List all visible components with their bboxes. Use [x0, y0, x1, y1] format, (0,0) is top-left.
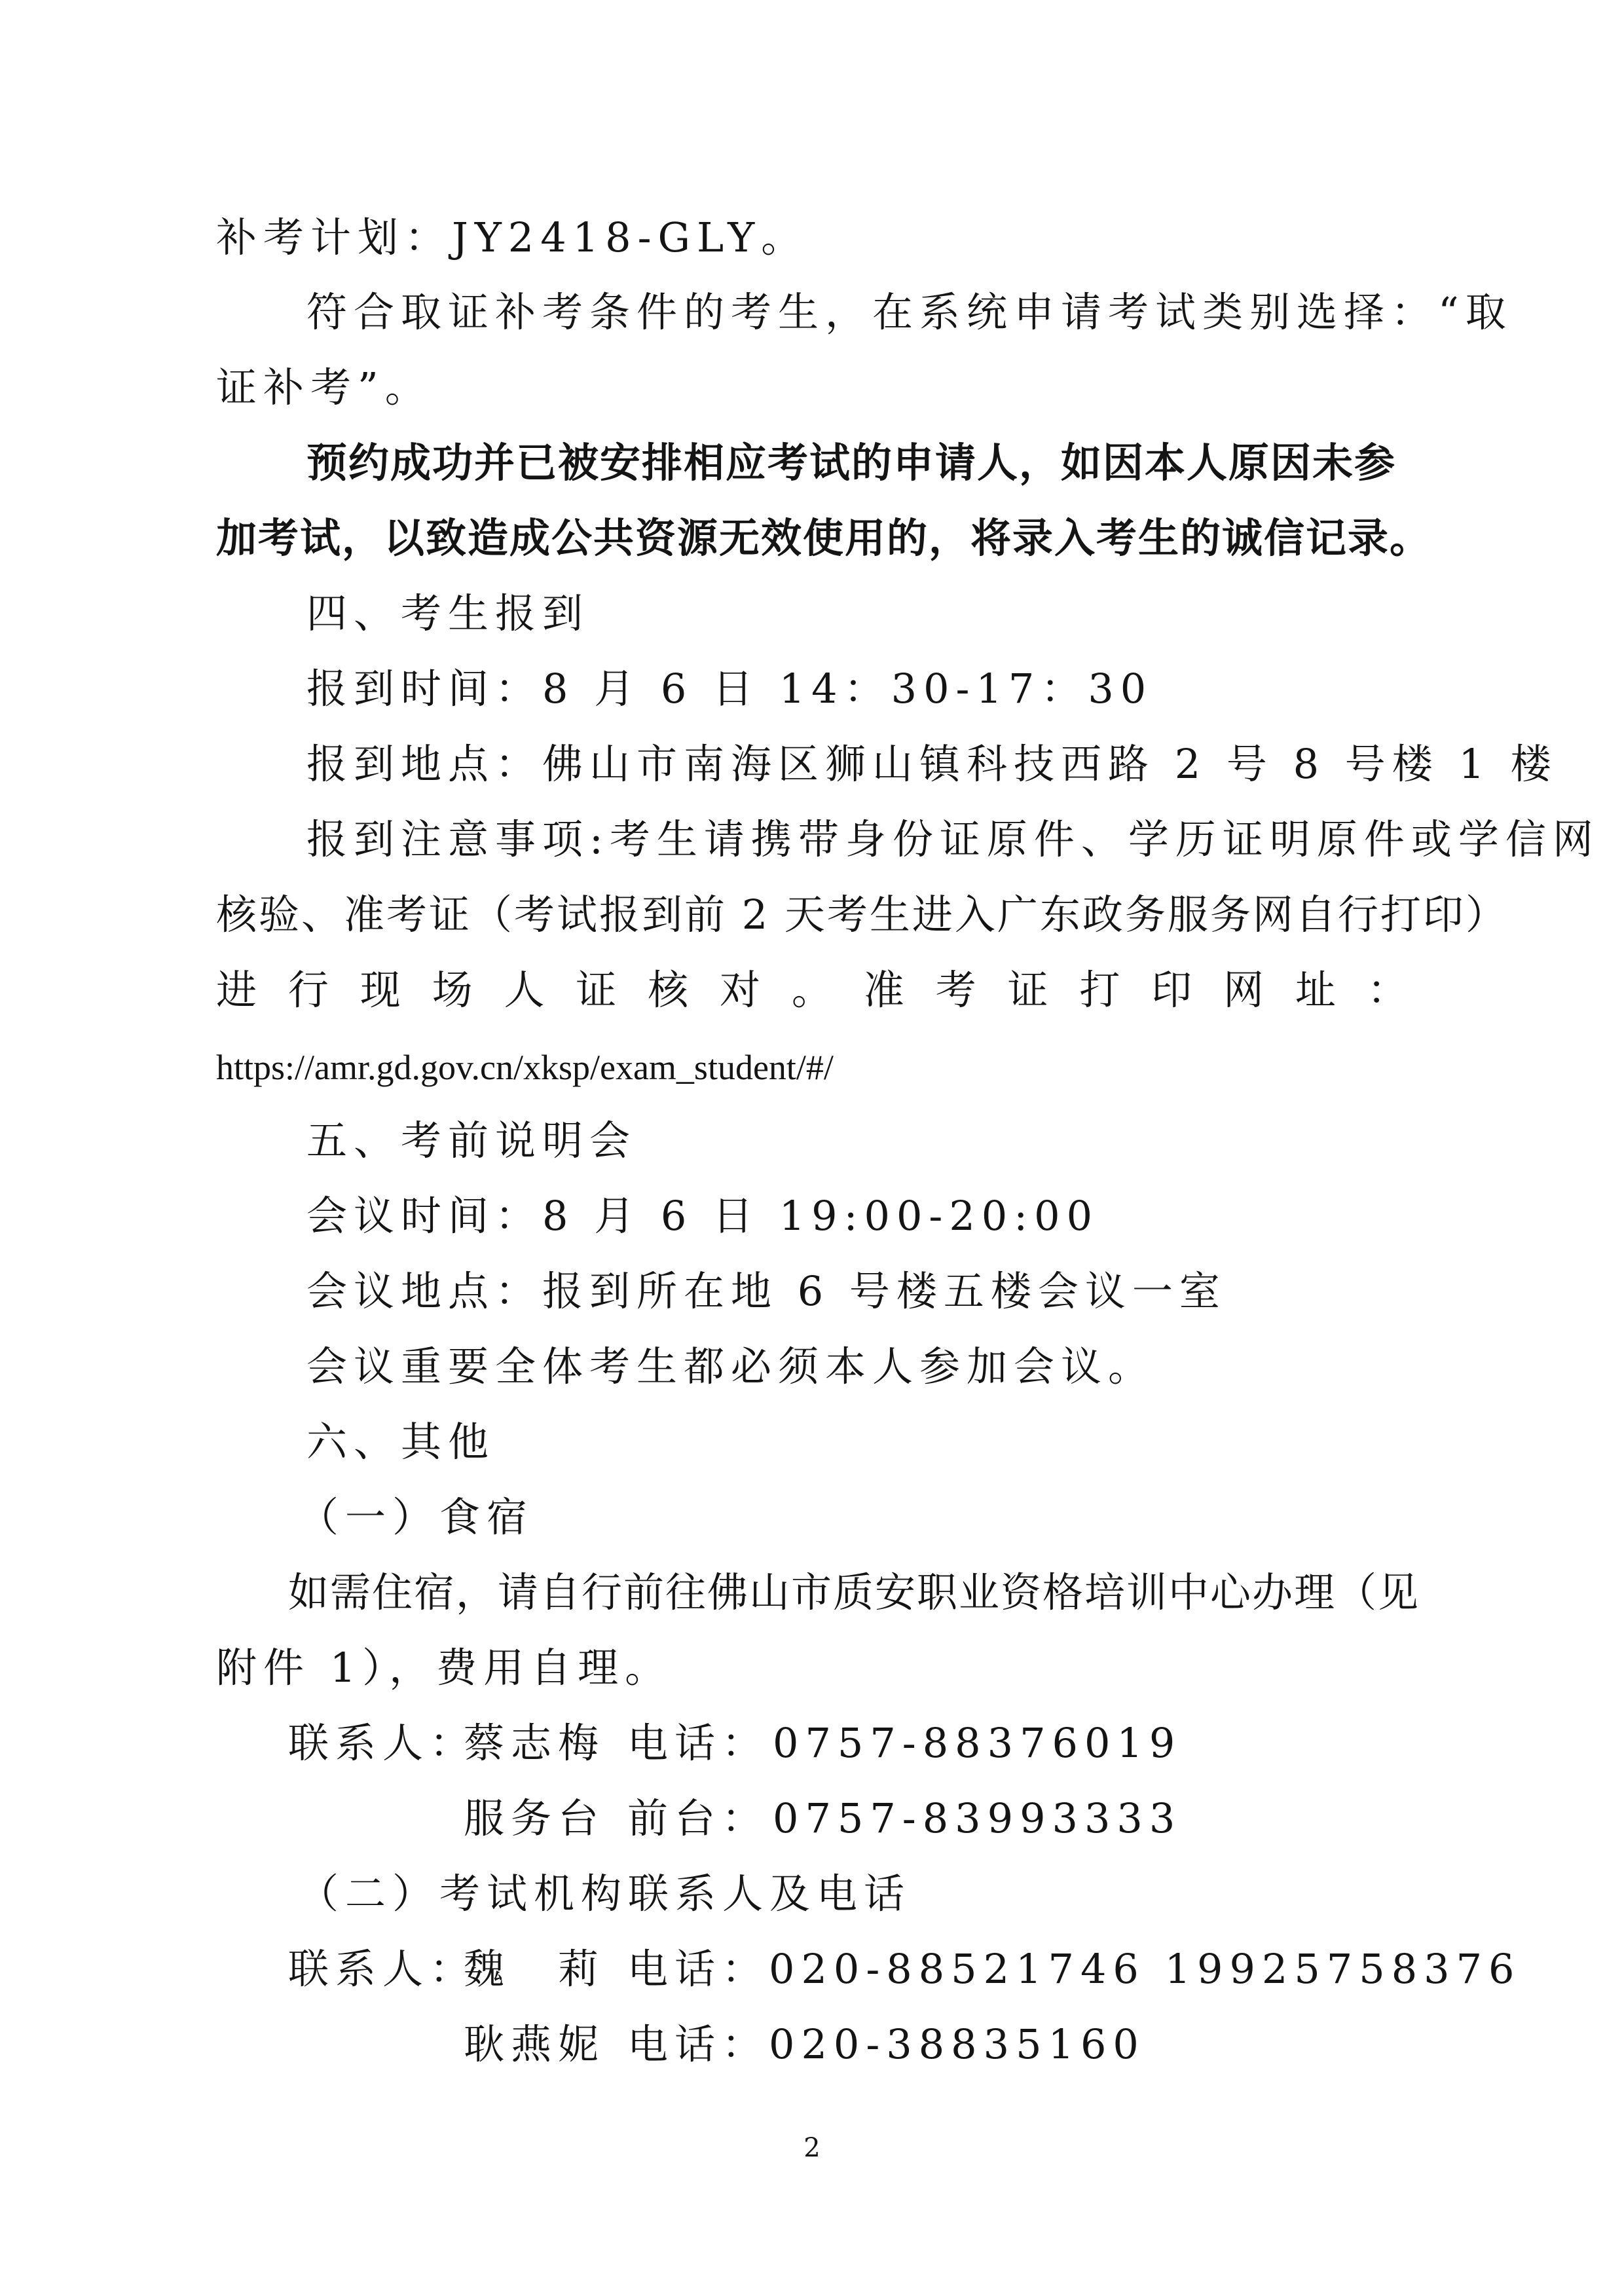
char: 现 [360, 966, 401, 1014]
contact-row-4 [464, 2018, 1145, 2071]
text-line-11 [216, 964, 1408, 1016]
section-heading-6: 六、其他 [306, 1418, 496, 1466]
contact-name: 服务台 [464, 1794, 606, 1842]
char: 场 [432, 966, 473, 1014]
meeting-location: 会议地点：报到所在地 6 号楼五楼会议一室 [306, 1267, 1227, 1315]
contact-row-3 [288, 1943, 1521, 1995]
print-url-link[interactable]: https://amr.gd.gov.cn/xksp/exam_student/#/ [216, 1048, 834, 1087]
contact-row-2 [464, 1792, 1181, 1845]
char: 进 [216, 966, 257, 1014]
char: 核 [648, 966, 689, 1014]
char: 准 [863, 966, 904, 1014]
meeting-note: 会议重要全体考生都必须本人参加会议。 [306, 1342, 1156, 1390]
accommodation-text-cont: 附件 1），费用自理。 [216, 1644, 673, 1692]
char: 行 [287, 966, 329, 1014]
char: 印 [1151, 966, 1192, 1014]
text-line-5-bold: 加考试，以致造成公共资源无效使用的，将录入考生的诚信记录。 [216, 514, 1432, 562]
meeting-time: 会议时间：8 月 6 日 19:00-20:00 [306, 1192, 1099, 1240]
char: 。 [791, 966, 832, 1014]
char: 打 [1079, 966, 1120, 1014]
phone-number: 0757-88376019 [773, 1719, 1182, 1767]
contact-name: 蔡志梅 [464, 1719, 606, 1767]
contact-name: 耿燕妮 [464, 2020, 606, 2068]
checkin-notes: 报到注意事项:考生请携带身份证原件、学历证明原件或学信网 [306, 815, 1600, 863]
char: 网 [1223, 966, 1264, 1014]
char: 址 [1295, 966, 1336, 1014]
phone-number: 0757-83993333 [773, 1794, 1182, 1842]
text-line-2: 符合取证补考条件的考生，在系统申请考试类别选择：“取 [306, 288, 1513, 336]
phone-label: 电话： [627, 1719, 769, 1767]
phone-label: 前台： [627, 1794, 769, 1842]
char: 人 [504, 966, 545, 1014]
text-line-3: 证补考”。 [216, 363, 432, 411]
accommodation-text: 如需住宿，请自行前往佛山市质安职业资格培训中心办理（见 [288, 1568, 1420, 1616]
phone-line: 电话：020-38835160 [627, 2020, 1145, 2068]
contact-label: 联系人： [288, 1719, 477, 1767]
checkin-location: 报到地点：佛山市南海区狮山镇科技西路 2 号 8 号楼 1 楼 [306, 740, 1558, 788]
contact-label: 联系人： [288, 1945, 477, 1993]
char: ： [1367, 966, 1408, 1014]
char: 证 [576, 966, 617, 1014]
text-line-4-bold: 预约成功并已被安排相应考试的申请人，如因本人原因未参 [306, 439, 1397, 487]
contact-row-1 [288, 1717, 1181, 1769]
section-heading-4: 四、考生报到 [306, 589, 590, 637]
text-line-10: 核验、准考证（考试报到前 2 天考生进入广东政务服务网自行打印） [216, 891, 1508, 938]
checkin-time: 报到时间：8 月 6 日 14：30-17：30 [306, 665, 1153, 713]
page-number: 2 [803, 2133, 821, 2163]
char: 对 [720, 966, 761, 1014]
char: 证 [1007, 966, 1048, 1014]
contact-name: 魏 莉 [464, 1945, 606, 1993]
section-heading-5: 五、考前说明会 [306, 1117, 637, 1164]
phone-line: 电话：020-88521746 19925758376 [627, 1945, 1521, 1993]
subheading-exam-contacts: （二）考试机构联系人及电话 [298, 1870, 912, 1917]
char: 考 [935, 966, 976, 1014]
text-line-1: 补考计划：JY2418-GLY。 [216, 213, 809, 261]
subheading-accommodation: （一）食宿 [298, 1493, 534, 1541]
